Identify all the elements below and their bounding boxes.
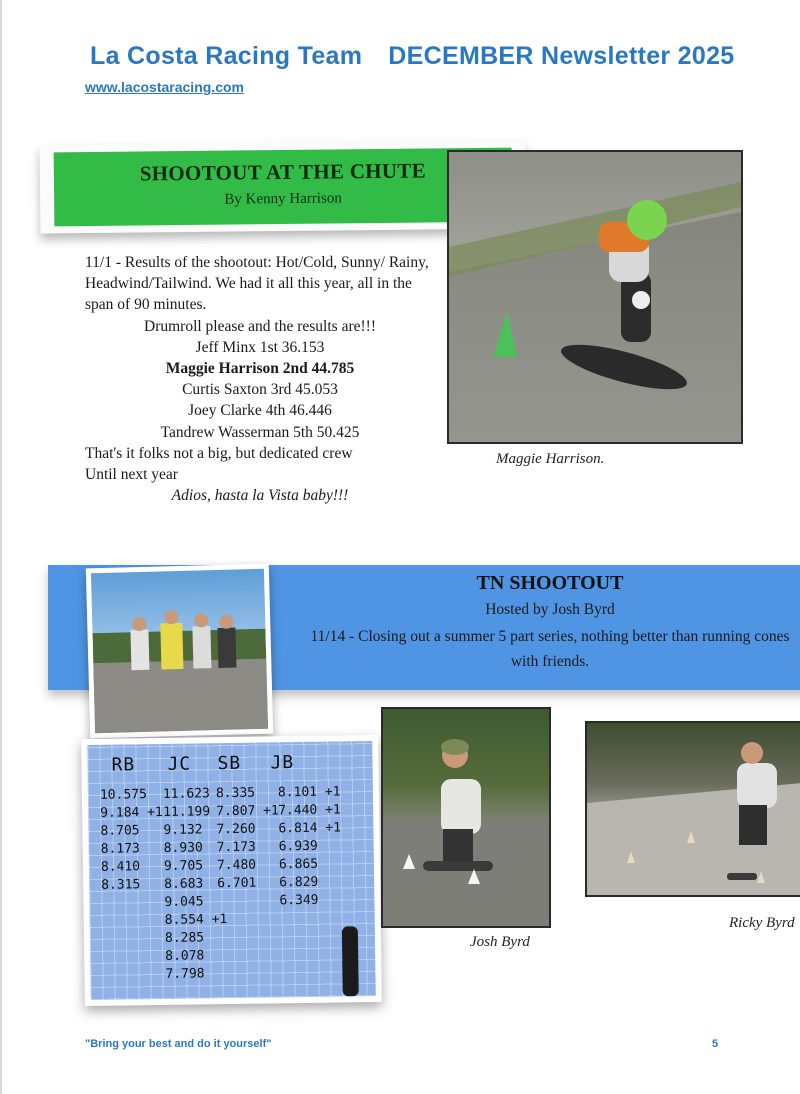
rb-time: 8.173 (100, 841, 140, 857)
jb-time: 7.440 +1 (278, 802, 341, 819)
group-photo (91, 569, 268, 733)
rb-time: 8.410 (100, 859, 141, 875)
tn-description: 11/14 - Closing out a summer 5 part series, nothing better than running cones with friends. (310, 628, 790, 670)
rb-time: 9.184 +1 (100, 804, 163, 821)
chute-byline: By Kenny Harrison (224, 190, 342, 208)
maggie-skate-illustration (449, 152, 741, 442)
jc-time: 8.930 (163, 840, 203, 856)
rb-time: 10.575 (99, 787, 148, 803)
timesheet-photo-card (81, 735, 382, 1006)
chute-intro: 11/1 - Results of the shootout: Hot/Cold, Sunny/ Rainy, Headwind/Tailwind. We had it all this year, all in the span of 90 minutes. (85, 254, 429, 314)
sb-time: 8.335 (215, 785, 256, 802)
tn-title: TN SHOOTOUT (476, 572, 624, 594)
sb-time: 7.173 (216, 839, 256, 856)
footer-quote: "Bring your best and do it yourself" (85, 1038, 272, 1050)
notebook-header-rb: RB (111, 754, 136, 776)
result-1: Jeff Minx 1st 36.153 (195, 338, 325, 356)
notebook-header-sb: SB (217, 752, 242, 775)
chute-closing-2: Until next year (85, 466, 178, 484)
sb-time: 7.260 (216, 821, 256, 838)
josh-caption: Josh Byrd (470, 934, 530, 950)
newsletter-header (90, 42, 735, 71)
timesheet-notebook (87, 741, 376, 1000)
result-4: Joey Clarke 4th 46.446 (188, 402, 332, 420)
maggie-skate-photo (447, 150, 743, 444)
rb-time: 8.315 (101, 877, 141, 893)
page-number: 5 (712, 1038, 719, 1050)
notebook-header-jc: JC (167, 753, 192, 775)
jc-time: 8.285 (164, 930, 205, 946)
notebook-col-rb (100, 786, 164, 895)
tn-text (300, 572, 800, 674)
result-3: Curtis Saxton 3rd 45.053 (182, 381, 338, 399)
chute-signoff: Adios, hasta la Vista baby!!! (171, 487, 349, 505)
ricky-caption: Ricky Byrd (729, 915, 795, 931)
jb-time: 6.865 (278, 856, 319, 873)
jb-time: 6.814 +1 (278, 820, 342, 837)
jc-time: 8.554 +1 (164, 912, 228, 928)
jc-time: 8.683 (164, 876, 204, 892)
notebook-header-jb: JB (270, 752, 295, 774)
group-photo-illustration (91, 569, 268, 733)
group-photo-card (86, 564, 273, 739)
chute-title: SHOOTOUT AT THE CHUTE (139, 158, 427, 186)
chute-drumroll: Drumroll please and the results are!!! (144, 317, 376, 335)
jc-time: 7.798 (165, 966, 205, 982)
jc-time: 9.705 (163, 858, 204, 874)
tn-host: Hosted by Josh Byrd (485, 601, 615, 618)
maggie-caption: Maggie Harrison. (496, 451, 605, 467)
notebook-col-sb (216, 784, 280, 893)
jc-time: 11.623 (162, 786, 211, 802)
result-5: Tandrew Wasserman 5th 50.425 (160, 423, 360, 441)
rb-time: 8.705 (100, 823, 140, 839)
ricky-skate-illustration (587, 723, 800, 895)
jb-time: 8.101 +1 (277, 784, 341, 801)
team-name: La Costa Racing Team (90, 42, 363, 70)
jb-time: 6.349 (279, 892, 319, 909)
josh-skate-illustration (383, 709, 549, 926)
paper-edge (0, 0, 2, 1094)
marker-pen-icon (330, 916, 371, 997)
jc-time: 11.199 (163, 804, 211, 820)
sb-time: 7.480 (216, 857, 257, 874)
jb-time: 6.829 (279, 874, 319, 891)
josh-skate-photo (381, 707, 551, 928)
chute-closing-1: That's it folks not a big, but dedicated crew (85, 444, 353, 462)
notebook-col-jb (278, 783, 342, 910)
jc-time: 9.045 (164, 894, 204, 910)
sb-time: 6.701 (217, 875, 257, 892)
newsletter-issue: DECEMBER Newsletter 2025 (388, 42, 735, 70)
website-link[interactable]: www.lacostaracing.com (85, 79, 244, 95)
chute-banner (54, 148, 513, 227)
chute-article (85, 252, 435, 506)
jc-time: 9.132 (163, 822, 203, 838)
jc-time: 8.078 (165, 948, 205, 964)
result-2: Maggie Harrison 2nd 44.785 (165, 360, 355, 378)
jb-time: 6.939 (278, 838, 318, 855)
sb-time: 7.807 +1 (216, 803, 279, 820)
ricky-skate-photo (585, 721, 800, 897)
